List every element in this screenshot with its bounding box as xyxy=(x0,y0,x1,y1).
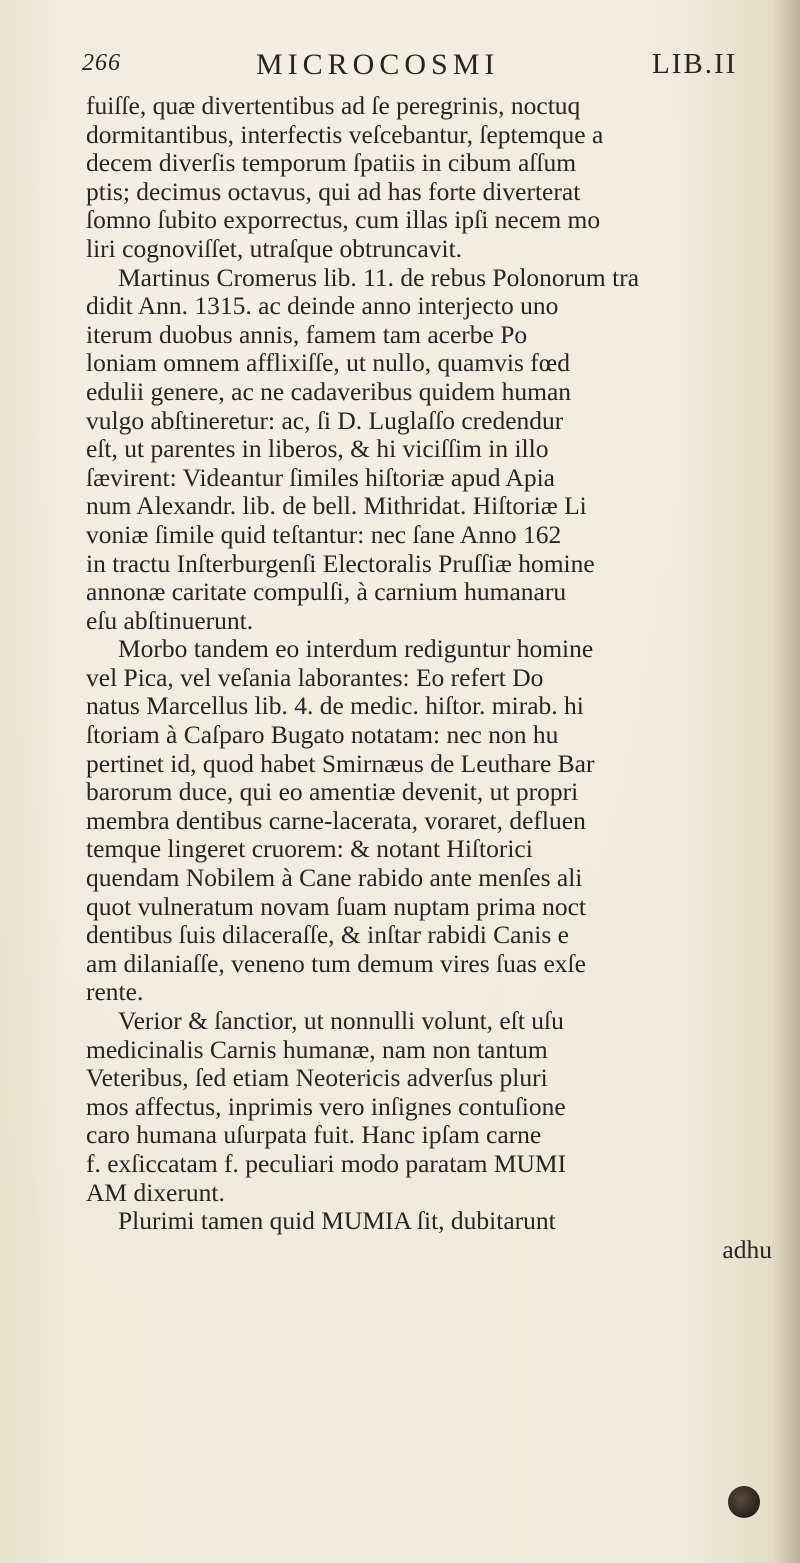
text-line: eſu abſtinuerunt. xyxy=(86,606,254,635)
text-line: dormitantibus, interfectis veſcebantur, ſeptemque a xyxy=(86,120,604,149)
text-line: quot vulneratum novam ſuam nuptam prima noct xyxy=(86,892,586,921)
text-line: membra dentibus carne-lacerata, voraret, defluen xyxy=(86,806,586,835)
text-line: AM dixerunt. xyxy=(86,1178,225,1207)
text-line: eſt, ut parentes in liberos, & hi viciſſim in illo xyxy=(86,435,549,464)
text-line: medicinalis Carnis humanæ, nam non tantum xyxy=(86,1035,548,1064)
text-line: ſævirent: Videantur ſimiles hiſtoriæ apud Apia xyxy=(86,463,555,492)
text-line: Veteribus, ſed etiam Neotericis adverſus pluri xyxy=(86,1064,548,1093)
text-line: ptis; decimus octavus, qui ad has forte diverterat xyxy=(86,177,581,206)
text-line: annonæ caritate compulſi, à carnium humanaru xyxy=(86,578,567,607)
text-line: vulgo abſtineretur: ac, ſi D. Luglaſſo credendur xyxy=(86,406,564,435)
text-line: loniam omnem afflixiſſe, ut nullo, quamvis fœd xyxy=(86,349,570,378)
text-line: ſtoriam à Caſparo Bugato notatam: nec non hu xyxy=(86,721,559,750)
text-line: Morbo tandem eo interdum rediguntur homine xyxy=(118,635,594,664)
text-line: edulii genere, ac ne cadaveribus quidem human xyxy=(86,377,572,406)
text-line: adhu xyxy=(722,1235,772,1264)
text-line: in tractu Inſterburgenſi Electoralis Pruſſiæ homine xyxy=(86,549,595,578)
text-line: Martinus Cromerus lib. 11. de rebus Polonorum tra xyxy=(118,263,640,292)
text-line: num Alexandr. lib. de bell. Mithridat. Hiſtoriæ Li xyxy=(86,492,587,521)
text-line: iterum duobus annis, famem tam acerbe Po xyxy=(86,320,528,349)
text-body xyxy=(86,92,786,1264)
text-line: ſomno ſubito exporrectus, cum illas ipſi necem mo xyxy=(86,206,601,235)
ink-blot-ornament-icon xyxy=(728,1486,760,1518)
text-line: rente. xyxy=(86,978,144,1007)
text-line: temque lingeret cruorem: & notant Hiſtorici xyxy=(86,835,533,864)
text-line: didit Ann. 1315. ac deinde anno interjecto uno xyxy=(86,292,559,321)
text-line: caro humana uſurpata fuit. Hanc ipſam carne xyxy=(86,1121,542,1150)
text-line: natus Marcellus lib. 4. de medic. hiſtor. mirab. hi xyxy=(86,692,584,721)
text-line: quendam Nobilem à Cane rabido ante menſes ali xyxy=(86,864,583,893)
text-line: vel Pica, vel veſania laborantes: Eo refert Do xyxy=(86,663,544,692)
text-line: mos affectus, inprimis vero inſignes contuſione xyxy=(86,1092,566,1121)
text-line: decem diverſis temporum ſpatiis in cibum aſſum xyxy=(86,149,577,178)
text-line: dentibus ſuis dilaceraſſe, & inſtar rabidi Canis e xyxy=(86,921,569,950)
text-line: fuiſſe, quæ divertentibus ad ſe peregrinis, noctuq xyxy=(86,92,581,120)
text-line: Plurimi tamen quid MUMIA ſit, dubitarunt xyxy=(118,1207,556,1236)
text-line: barorum duce, qui eo amentiæ devenit, ut propri xyxy=(86,778,579,807)
text-line: voniæ ſimile quid teſtantur: nec ſane Anno 162 xyxy=(86,520,562,549)
book-label: LIB.II xyxy=(652,48,738,80)
running-title: MICROCOSMI xyxy=(256,48,500,81)
page-number: 266 xyxy=(82,50,121,76)
text-line: pertinet id, quod habet Smirnæus de Leuthare Bar xyxy=(86,749,595,778)
page-header xyxy=(82,48,788,88)
text-line: f. exſiccatam f. peculiari modo paratam MUMI xyxy=(86,1149,567,1178)
text-line: Verior & ſanctior, ut nonnulli volunt, eſt uſu xyxy=(118,1007,564,1035)
text-line: am dilaniaſſe, veneno tum demum vires ſuas exſe xyxy=(86,949,586,978)
text-line: liri cognoviſſet, utraſque obtruncavit. xyxy=(86,234,463,263)
